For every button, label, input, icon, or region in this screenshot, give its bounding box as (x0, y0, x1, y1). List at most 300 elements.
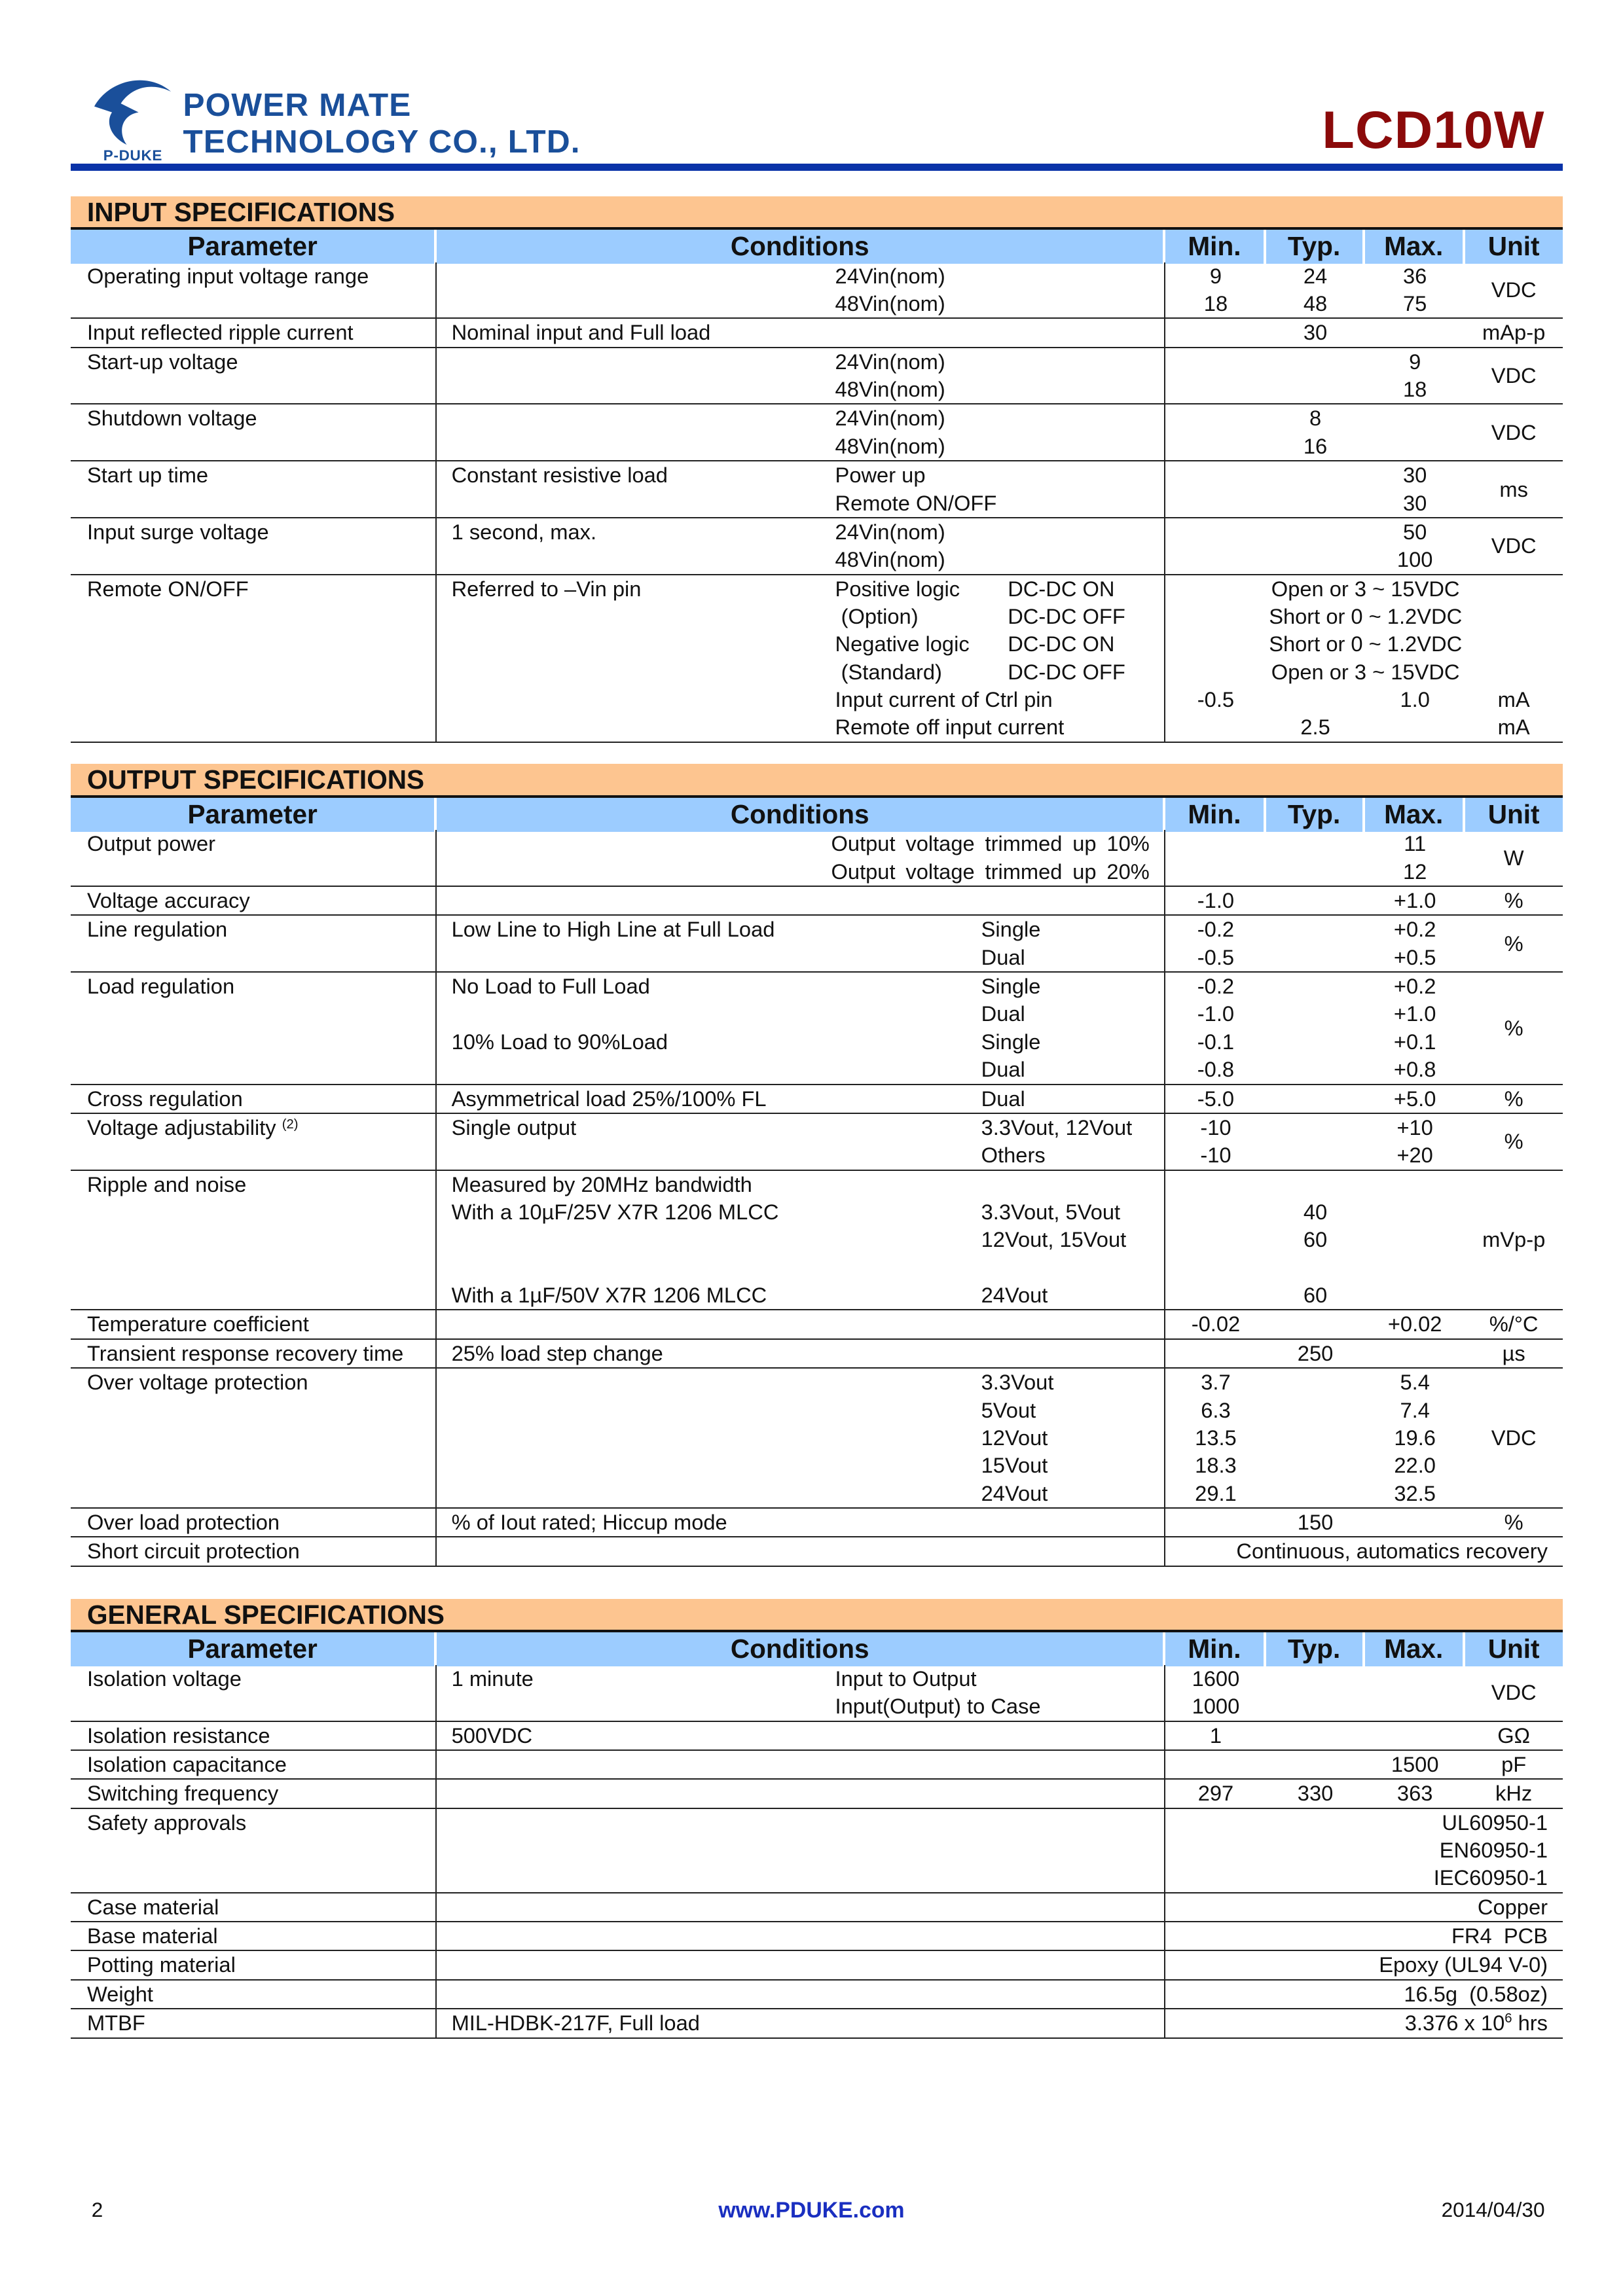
parameter-label: Voltage accuracy (86, 888, 250, 912)
condition-line (437, 518, 1164, 546)
typ-value (1266, 518, 1365, 546)
parameter-cell (71, 1951, 437, 1979)
value-unit: hrs (1512, 2011, 1548, 2036)
conditions-cell (437, 1665, 1165, 1721)
min-value (1165, 433, 1266, 460)
conditions-cell (437, 1951, 1165, 1979)
range-value: Short or 0 ~ 1.2VDC (1269, 603, 1463, 628)
min-value (1165, 603, 1266, 630)
max-value (1365, 1171, 1465, 1198)
condition-line (437, 1056, 1164, 1083)
condition-text: Input to Output (835, 1666, 977, 1691)
values-cell (1165, 461, 1562, 517)
max-value: +20 (1396, 1143, 1433, 1168)
unit-value: % (1504, 1129, 1523, 1154)
section-title: OUTPUT SPECIFICATIONS (71, 764, 1562, 797)
unit-value: VDC (1491, 1426, 1537, 1450)
values-cell (1165, 2009, 1562, 2037)
condition-text: Remote off input current (835, 715, 1065, 740)
typ-value (1266, 1480, 1365, 1507)
max-value: 18 (1403, 377, 1427, 402)
typ-value (1266, 686, 1365, 713)
condition-line (437, 1864, 1164, 1892)
values-cell (1165, 1171, 1562, 1310)
condition-text: 10% Load to 90%Load (451, 1029, 668, 1054)
condition-line (437, 1254, 1164, 1282)
min-value (1165, 630, 1266, 658)
condition-line (437, 713, 1164, 741)
typ-value (1266, 1028, 1365, 1056)
typ-value (1266, 1254, 1365, 1282)
table-row (71, 1665, 1562, 1722)
column-header-min: Min. (1165, 798, 1266, 832)
value-line (1165, 658, 1562, 686)
parameter-cell (71, 1537, 437, 1565)
conditions-cell (437, 1114, 1165, 1170)
parameter-label: Case material (86, 1894, 219, 1919)
conditions-cell (437, 1310, 1165, 1338)
table-row (71, 973, 1562, 1085)
condition-text: Dual (981, 1057, 1025, 1082)
value-line (1165, 1537, 1562, 1565)
typ-value (1266, 1424, 1365, 1452)
typ-value (1266, 461, 1365, 489)
column-header-parameter: Parameter (71, 1632, 437, 1666)
min-value: 6.3 (1201, 1397, 1231, 1422)
condition-line (437, 1085, 1164, 1113)
section-title: GENERAL SPECIFICATIONS (71, 1599, 1562, 1632)
unit-value: ms (1499, 476, 1528, 501)
typ-value (1266, 490, 1365, 517)
conditions-cell (437, 1893, 1165, 1921)
typ-value (1266, 1310, 1365, 1338)
table-row (71, 1369, 1562, 1509)
min-value (1165, 1282, 1266, 1309)
value-line (1165, 1751, 1562, 1778)
conditions-cell (437, 518, 1165, 574)
max-value (1365, 1722, 1465, 1749)
typ-value (1266, 1452, 1365, 1479)
max-value: 5.4 (1400, 1370, 1430, 1395)
max-value: 36 (1403, 263, 1427, 288)
table-row (71, 1085, 1562, 1114)
spanning-value (1165, 1837, 1562, 1864)
conditions-cell (437, 973, 1165, 1083)
condition-line (437, 575, 1164, 603)
condition-text: 3.3Vout, 12Vout (981, 1115, 1133, 1139)
condition-line (437, 630, 1164, 658)
typ-value (1266, 1141, 1365, 1169)
condition-text: Positive logic (835, 576, 960, 601)
min-value (1165, 658, 1266, 686)
table-row (71, 1171, 1562, 1311)
min-value: 13.5 (1195, 1425, 1237, 1450)
table-row (71, 1922, 1562, 1951)
table-row (71, 830, 1562, 887)
logo-text: P-DUKE (103, 147, 163, 164)
condition-line (437, 376, 1164, 403)
column-header-conditions: Conditions (437, 798, 1165, 832)
values-cell (1165, 404, 1562, 460)
typ-value (1266, 1397, 1365, 1424)
condition-line (437, 1537, 1164, 1565)
column-header-typ: Typ. (1266, 798, 1365, 832)
column-header-max: Max. (1365, 1632, 1465, 1666)
parameter-cell (71, 1509, 437, 1536)
header-divider (71, 164, 1562, 171)
spanning-value (1165, 1981, 1562, 2008)
exponent: 6 (1504, 2011, 1512, 2026)
value-text: UL60950-1 (1442, 1810, 1548, 1835)
table-row (71, 319, 1562, 348)
value-text: 3.376 x 10 (1404, 2011, 1505, 2036)
condition-text: Low Line to High Line at Full Load (451, 917, 775, 942)
typ-value: 24 (1303, 263, 1328, 288)
max-value: 50 (1403, 519, 1427, 544)
value-text: Copper (1477, 1894, 1548, 1919)
condition-text: Remote ON/OFF (835, 490, 997, 515)
max-value (1365, 1509, 1465, 1536)
parameter-cell (71, 518, 437, 574)
condition-line (437, 1452, 1164, 1479)
typ-value: 40 (1303, 1199, 1328, 1224)
typ-value (1266, 858, 1365, 886)
parameter-cell (71, 461, 437, 517)
table-row (71, 1780, 1562, 1808)
condition-text: 48Vin(nom) (835, 377, 945, 402)
condition-line (437, 1722, 1164, 1749)
value-line (1165, 603, 1562, 630)
spanning-value (1165, 1809, 1562, 1837)
max-value: +0.2 (1393, 917, 1436, 942)
parameter-cell (71, 1809, 437, 1892)
parameter-label: Base material (86, 1924, 218, 1948)
condition-line (437, 1226, 1164, 1253)
parameter-label: Over load protection (86, 1509, 280, 1534)
parameter-cell (71, 348, 437, 404)
parameter-label: Safety approvals (86, 1810, 247, 1835)
condition-line (437, 1837, 1164, 1864)
typ-value (1266, 1171, 1365, 1198)
condition-line (437, 830, 1164, 857)
page-header (71, 59, 1562, 174)
min-value (1165, 1340, 1266, 1367)
value-text: Continuous, automatics recovery (1236, 1539, 1548, 1564)
conditions-cell (437, 348, 1165, 404)
values-cell (1165, 1369, 1562, 1507)
condition-text: Output voltage trimmed up 20% (831, 859, 1150, 884)
max-value (1365, 1254, 1465, 1282)
min-value: -10 (1200, 1143, 1231, 1168)
value-line (1165, 1837, 1562, 1864)
typ-value (1266, 546, 1365, 573)
value-line (1165, 1951, 1562, 1979)
values-cell (1165, 1114, 1562, 1170)
typ-value: 2.5 (1300, 715, 1330, 740)
condition-text: Constant resistive load (451, 463, 668, 488)
parameter-cell (71, 262, 437, 318)
parameter-cell (71, 404, 437, 460)
max-value: +0.1 (1393, 1029, 1436, 1054)
value-line (1165, 1809, 1562, 1837)
parameter-label: Remote ON/OFF (86, 576, 249, 601)
min-value (1165, 1254, 1266, 1282)
parameter-cell (71, 1114, 437, 1170)
values-cell (1165, 1310, 1562, 1338)
min-value: -0.5 (1197, 944, 1235, 969)
max-value (1365, 1693, 1465, 1720)
range-value: Open or 3 ~ 15VDC (1271, 659, 1460, 684)
typ-value: 30 (1303, 320, 1328, 345)
condition-text: With a 1µF/50V X7R 1206 MLCC (451, 1283, 767, 1308)
min-value: 1600 (1192, 1666, 1240, 1691)
parameter-label: Transient response recovery time (86, 1340, 404, 1365)
condition-line (437, 658, 1164, 686)
max-value (1365, 1198, 1465, 1226)
condition-text: 48Vin(nom) (835, 547, 945, 572)
min-value (1165, 348, 1266, 376)
values-cell (1165, 1340, 1562, 1367)
values-cell (1165, 1537, 1562, 1565)
min-value (1165, 404, 1266, 432)
condition-line (437, 1951, 1164, 1979)
min-value: -1.0 (1197, 1001, 1235, 1026)
range-value: Open or 3 ~ 15VDC (1271, 576, 1460, 601)
conditions-cell (437, 1922, 1165, 1950)
value-text: Epoxy (UL94 V-0) (1379, 1952, 1548, 1977)
parameter-label: Operating input voltage range (86, 263, 369, 288)
column-header-row (71, 1632, 1562, 1665)
parameter-cell (71, 1981, 437, 2008)
typ-value (1266, 1000, 1365, 1028)
typ-value: 330 (1297, 1781, 1334, 1806)
condition-text: 1 second, max. (451, 519, 597, 544)
condition-text: 24Vin(nom) (835, 263, 945, 288)
column-header-parameter: Parameter (71, 230, 437, 264)
conditions-cell (437, 2009, 1165, 2037)
max-value (1365, 713, 1465, 741)
min-value: 18.3 (1195, 1453, 1237, 1478)
typ-value: 150 (1297, 1509, 1334, 1534)
condition-text: With a 10µF/25V X7R 1206 MLCC (451, 1199, 779, 1224)
parameter-cell (71, 319, 437, 346)
min-value (1165, 1226, 1266, 1253)
values-cell (1165, 1981, 1562, 2008)
condition-text: 24Vin(nom) (835, 519, 945, 544)
condition-text: 5Vout (981, 1397, 1036, 1422)
value-line (1165, 1864, 1562, 1892)
parameter-cell (71, 887, 437, 914)
conditions-cell (437, 1780, 1165, 1807)
min-value: 9 (1209, 263, 1222, 288)
range-value: Short or 0 ~ 1.2VDC (1269, 632, 1463, 656)
condition-line (437, 1751, 1164, 1778)
max-value: 1500 (1391, 1751, 1439, 1776)
condition-text: Dual (981, 1086, 1025, 1111)
unit-value: % (1504, 1086, 1523, 1111)
section-title: INPUT SPECIFICATIONS (71, 196, 1562, 230)
condition-text: Nominal input and Full load (451, 320, 711, 345)
condition-line (437, 1780, 1164, 1807)
condition-text: 3.3Vout (981, 1370, 1054, 1395)
table-row (71, 1893, 1562, 1922)
parameter-cell (71, 1369, 437, 1507)
conditions-cell (437, 1369, 1165, 1507)
table-row (71, 1509, 1562, 1537)
max-value: +10 (1396, 1115, 1433, 1139)
condition-text: Referred to –Vin pin (451, 576, 642, 601)
values-cell (1165, 1780, 1562, 1807)
max-value: 11 (1404, 831, 1427, 856)
value-line (1165, 686, 1562, 713)
max-value (1365, 404, 1465, 432)
values-cell (1165, 830, 1562, 886)
condition-line (437, 348, 1164, 376)
conditions-cell (437, 1509, 1165, 1536)
min-value: 297 (1197, 1781, 1234, 1806)
value-line (1165, 575, 1562, 603)
min-value: -0.02 (1191, 1312, 1241, 1336)
condition-text: No Load to Full Load (451, 974, 650, 999)
typ-value (1266, 348, 1365, 376)
max-value (1365, 1226, 1465, 1253)
table-row (71, 1751, 1562, 1780)
value-line (1165, 2009, 1562, 2037)
condition-line (437, 490, 1164, 517)
table-row (71, 2009, 1562, 2038)
condition-text: Single (981, 974, 1041, 999)
value-line (1165, 713, 1562, 741)
spanning-value (1165, 2009, 1562, 2037)
condition-line (437, 1369, 1164, 1396)
condition-text: 500VDC (451, 1723, 533, 1748)
min-value (1165, 546, 1266, 573)
values-cell (1165, 1085, 1562, 1113)
min-value: -0.5 (1197, 687, 1235, 712)
condition-line (437, 1397, 1164, 1424)
typ-value (1266, 1751, 1365, 1778)
condition-line (437, 319, 1164, 346)
condition-line (437, 2009, 1164, 2037)
spanning-value (1165, 1922, 1562, 1950)
values-cell (1165, 973, 1562, 1083)
conditions-cell (437, 461, 1165, 517)
min-value: -0.8 (1197, 1057, 1235, 1082)
min-value (1165, 858, 1266, 886)
min-value: -5.0 (1197, 1086, 1235, 1111)
condition-line (437, 887, 1164, 914)
column-header-unit: Unit (1465, 798, 1563, 832)
min-value (1165, 461, 1266, 489)
condition-line (437, 404, 1164, 432)
condition-line (437, 1893, 1164, 1921)
document-date: 2014/04/30 (1441, 2197, 1545, 2221)
typ-value (1266, 887, 1365, 914)
max-value: 30 (1403, 463, 1427, 488)
conditions-cell (437, 916, 1165, 971)
max-value: 7.4 (1400, 1397, 1430, 1422)
column-header-min: Min. (1165, 1632, 1266, 1666)
condition-line (437, 973, 1164, 1000)
min-value (1165, 1198, 1266, 1226)
table-row (71, 348, 1562, 405)
values-cell (1165, 1809, 1562, 1892)
max-value: +1.0 (1393, 1001, 1436, 1026)
table-row (71, 518, 1562, 575)
page-number: 2 (91, 2197, 103, 2221)
parameter-cell (71, 1085, 437, 1113)
typ-value: 60 (1303, 1227, 1328, 1252)
min-value: -0.2 (1197, 974, 1235, 999)
table-row (71, 1809, 1562, 1893)
parameter-label: Isolation voltage (86, 1666, 242, 1691)
condition-line (437, 1171, 1164, 1198)
parameter-cell (71, 973, 437, 1083)
typ-value (1266, 944, 1365, 971)
table-row (71, 1537, 1562, 1566)
condition-line (437, 1424, 1164, 1452)
condition-line (437, 1340, 1164, 1367)
condition-line (437, 1693, 1164, 1720)
condition-line (437, 1141, 1164, 1169)
condition-text: 3.3Vout, 5Vout (981, 1199, 1121, 1224)
parameter-label: MTBF (86, 2011, 145, 2036)
parameter-cell (71, 1922, 437, 1950)
conditions-cell (437, 1981, 1165, 2008)
value-line (1165, 1509, 1562, 1536)
values-cell (1165, 916, 1562, 971)
condition-line (437, 461, 1164, 489)
parameter-label: Start-up voltage (86, 349, 238, 374)
condition-line (437, 1028, 1164, 1056)
value-line (1165, 1981, 1562, 2008)
table-row (71, 1951, 1562, 1980)
condition-text: 15Vout (981, 1453, 1048, 1478)
typ-value (1266, 830, 1365, 857)
table-row (71, 1981, 1562, 2009)
typ-value: 60 (1303, 1283, 1328, 1308)
condition-line (437, 1922, 1164, 1950)
value-line (1165, 1780, 1562, 1807)
condition-text: DC-DC ON (1008, 576, 1115, 601)
parameter-label: Load regulation (86, 974, 235, 999)
typ-value: 8 (1309, 406, 1322, 431)
condition-text: Measured by 20MHz bandwidth (451, 1172, 752, 1196)
condition-text: DC-DC OFF (1008, 603, 1125, 628)
typ-value (1266, 973, 1365, 1000)
condition-text: Others (981, 1143, 1046, 1168)
max-value: 9 (1409, 349, 1421, 374)
min-value (1165, 376, 1266, 403)
condition-text: Single (981, 917, 1041, 942)
column-header-parameter: Parameter (71, 798, 437, 832)
max-value: +0.5 (1393, 944, 1436, 969)
condition-text: (Option) (835, 603, 919, 628)
condition-line (437, 546, 1164, 573)
website-link[interactable]: www.PDUKE.com (718, 2197, 905, 2223)
parameter-label: Line regulation (86, 917, 228, 942)
parameter-cell (71, 830, 437, 886)
condition-text: MIL-HDBK-217F, Full load (451, 2011, 700, 2036)
max-value: +1.0 (1393, 888, 1436, 912)
value-line (1165, 1340, 1562, 1367)
conditions-cell (437, 1751, 1165, 1778)
condition-text: Negative logic (835, 632, 970, 656)
condition-text: 12Vout, 15Vout (981, 1227, 1127, 1252)
value-line (1165, 887, 1562, 914)
max-value: +0.02 (1387, 1312, 1442, 1336)
conditions-cell (437, 1537, 1165, 1565)
